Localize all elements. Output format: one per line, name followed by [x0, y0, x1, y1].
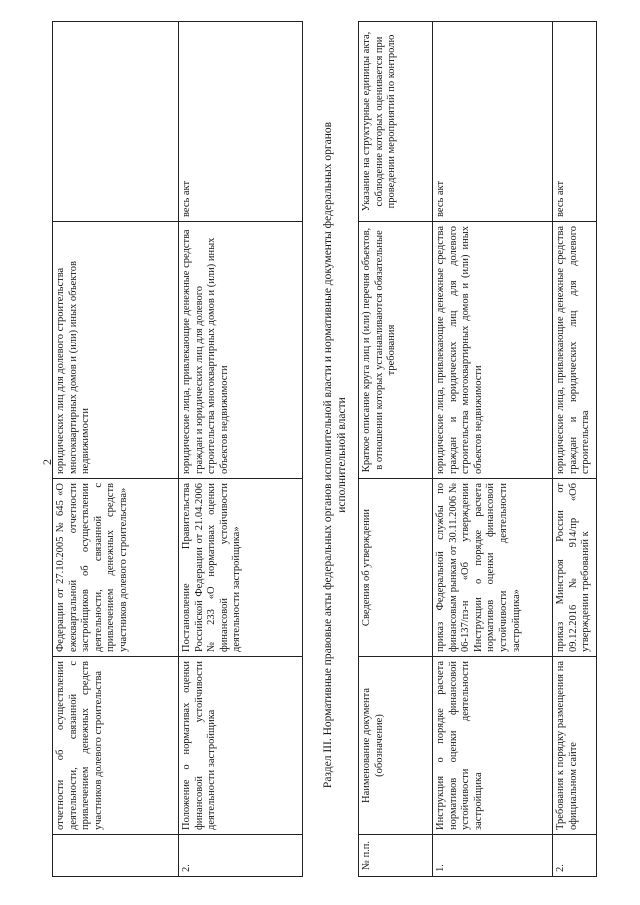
- structural-units: [53, 22, 179, 222]
- acts-table-continued: [52, 21, 303, 877]
- table-row: [433, 22, 553, 877]
- row-number: 2.: [553, 835, 597, 877]
- row-number: [53, 835, 179, 877]
- row-number: 1.: [433, 835, 553, 877]
- persons-description: юридических лиц для долевого строительства многоквартирных домов и (или) иных объектов недвижимости: [53, 222, 179, 479]
- table-row: [553, 22, 597, 877]
- persons-description: юридические лица, привлекающие денежные средства граждан и юридических лиц для долевого строительства многоквартирных домов и (или) иных объектов недвижимости: [433, 222, 553, 479]
- header-number: № п.п.: [359, 835, 433, 877]
- table-row: [179, 22, 303, 877]
- persons-description: юридические лица, привлекающие денежные средства граждан и юридических лиц для долевого строительства многоквартирных домов и (или) иных объектов недвижимости: [179, 222, 303, 479]
- document-name: отчетности об осуществлении деятельности, связанной с привлечением денежных средств участников долевого строительства: [53, 657, 179, 835]
- structural-units: весь акт: [553, 22, 597, 222]
- page-number: 2: [40, 459, 54, 465]
- structural-units: весь акт: [433, 22, 553, 222]
- header-persons: Краткое описание круга лиц и (или) перечня объектов, в отношении которых устанавливаются обязательные требования: [359, 222, 433, 479]
- document-name: Требования к порядку размещения на официальном сайте: [553, 657, 597, 835]
- header-structural-units: Указание на структурные единицы акта, соблюдение которых оценивается при проведении мероприятий по контролю: [359, 22, 433, 222]
- federal-acts-table: [358, 21, 597, 877]
- approval-info: приказ Минстроя России от 09.12.2016 № 914/пр «Об утверждении требований к: [553, 479, 597, 657]
- document-name: Инструкция о порядке расчета нормативов оценки финансовой устойчивости деятельности застройщика: [433, 657, 553, 835]
- header-document-name: Наименование документа (обозначение): [359, 657, 433, 835]
- header-approval: Сведения об утверждении: [359, 479, 433, 657]
- approval-info: Федерации от 27.10.2005 № 645 «О ежеквартальной отчетности застройщиков об осуществлении деятельности, связанной с привлечением денежных средств участников долевого строительства»: [53, 479, 179, 657]
- table-row: [53, 22, 179, 877]
- approval-info: Постановление Правительства Российской Федерации от 21.04.2006 № 233 «О нормативах оценки финансовой устойчивости деятельности застройщика»: [179, 479, 303, 657]
- section-title: Раздел III. Нормативные правовые акты федеральных органов исполнительной власти и нормативные документы федеральных органов исполнительной власти: [322, 121, 348, 789]
- document-name: Положение о нормативах оценки финансовой устойчивости деятельности застройщика: [179, 657, 303, 835]
- table-header-row: [359, 22, 433, 877]
- persons-description: юридические лица, привлекающие денежные средства граждан и юридических лиц для долевого строительства: [553, 222, 597, 479]
- structural-units: весь акт: [179, 22, 303, 222]
- approval-info: приказ Федеральной службы по финансовым рынкам от 30.11.2006 № 06-137/пз-н «Об утверждении Инструкции о порядке расчета нормативов оценки финансовой устойчивости деятельности застройщика»: [433, 479, 553, 657]
- row-number: 2.: [179, 835, 303, 877]
